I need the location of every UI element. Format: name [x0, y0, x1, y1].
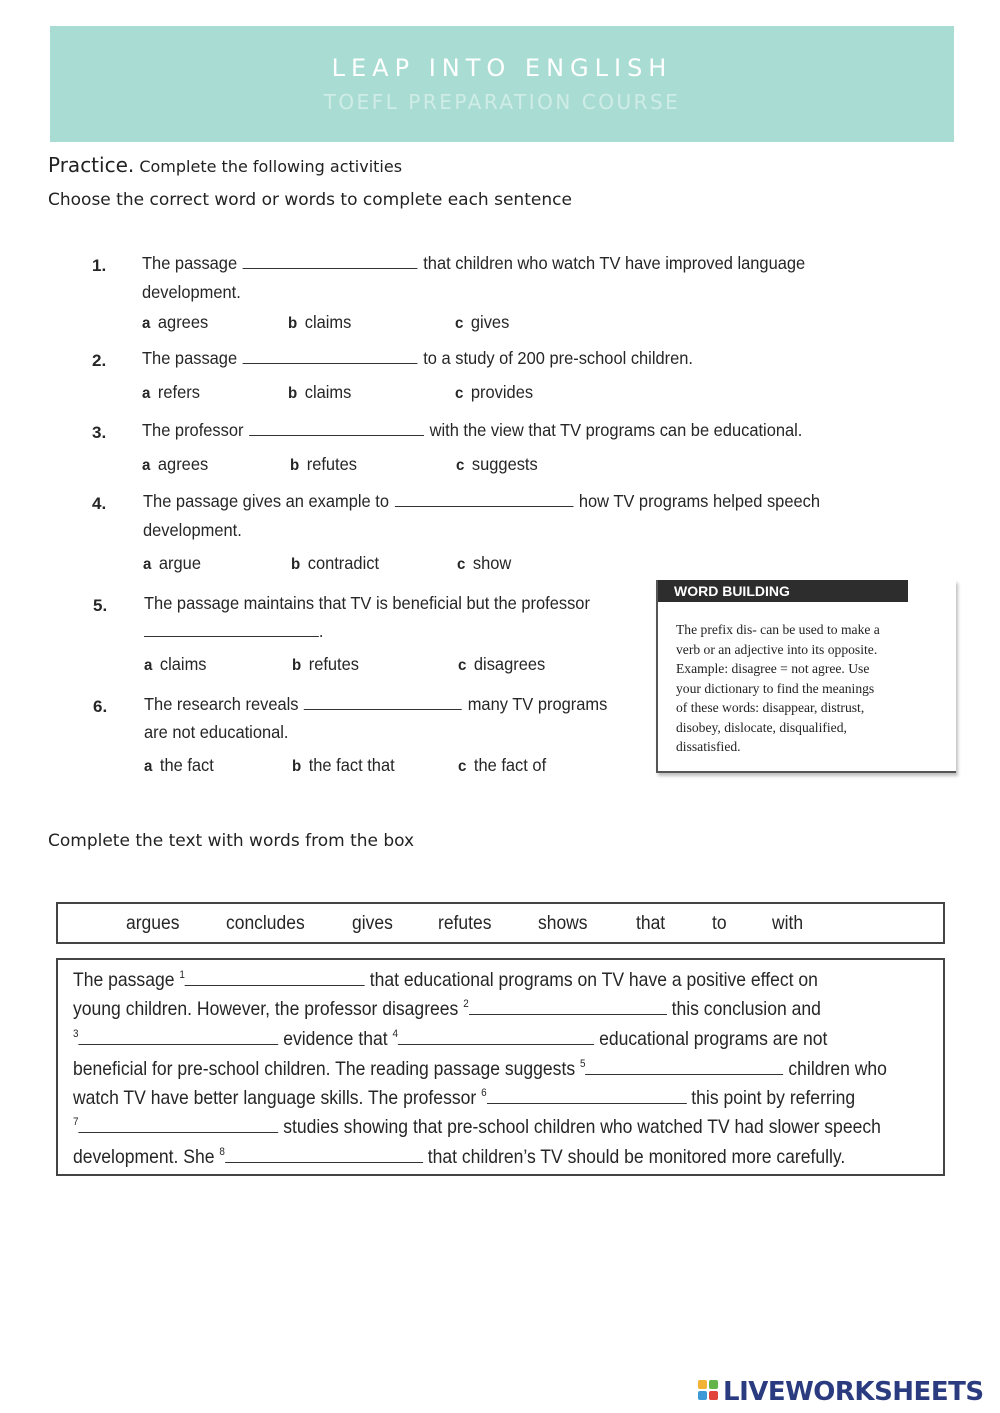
word-box-item: refutes — [438, 913, 492, 934]
word-box-item: argues — [126, 913, 180, 934]
question-1 — [142, 253, 805, 274]
page-subtitle: TOEFL PREPARATION COURSE — [323, 90, 681, 114]
option-b[interactable]: b refutes — [290, 454, 358, 474]
instruction-2: Complete the text with words from the box — [48, 831, 415, 851]
option-a[interactable]: a refers — [142, 382, 200, 402]
option-b[interactable]: b the fact that — [292, 755, 395, 775]
option-a[interactable]: a claims — [144, 654, 207, 674]
word-box-item: gives — [352, 913, 393, 934]
question-1-line2: development. — [142, 282, 241, 302]
question-3 — [142, 420, 802, 441]
option-b[interactable]: b claims — [288, 382, 352, 402]
question-4 — [143, 491, 820, 512]
option-b[interactable]: b refutes — [292, 654, 360, 674]
option-b[interactable]: b contradict — [291, 553, 380, 573]
question-number: 1. — [92, 256, 107, 275]
word-building-text — [676, 620, 916, 757]
option-c[interactable]: c show — [457, 553, 512, 573]
word-box-item: that — [636, 913, 666, 934]
cloze-line-6: $^7$ studies showing that pre-school children who watched TV had slower speech — [73, 1116, 881, 1138]
question-number: 6. — [93, 697, 108, 716]
answer-blank[interactable] — [395, 492, 574, 507]
word-building-line: disobey, dislocate, disqualified, — [676, 719, 847, 735]
liveworksheets-logo — [698, 1377, 984, 1409]
option-a[interactable]: a the fact — [144, 755, 214, 775]
question-text: The passage — [142, 348, 238, 368]
question-4-line2: development. — [143, 520, 242, 540]
word-building-line: Example: disagree = not agree. Use — [676, 661, 870, 676]
liveworksheets-logo-text: LIVEWORKSHEETS — [723, 1377, 984, 1407]
practice-label: Practice. — [48, 153, 135, 177]
option-c[interactable]: c provides — [455, 382, 534, 402]
option-b[interactable]: b claims — [288, 312, 352, 332]
question-text: to a study of 200 pre-school children. — [423, 348, 694, 368]
cloze-blank-6[interactable] — [487, 1089, 687, 1104]
option-a[interactable]: a agrees — [142, 312, 209, 332]
cloze-blank-5[interactable] — [586, 1060, 784, 1075]
question-5: The passage maintains that TV is beneficial but the professor — [144, 593, 590, 613]
word-building-line: of these words: disappear, distrust, — [676, 700, 865, 715]
word-building-box — [656, 580, 956, 773]
question-number: 2. — [92, 351, 107, 370]
question-number: 4. — [92, 494, 107, 513]
word-box-item: shows — [538, 913, 588, 934]
option-c[interactable]: c gives — [455, 312, 510, 332]
question-text: The passage — [142, 253, 238, 273]
question-text: how TV programs helped speech — [578, 491, 820, 511]
answer-blank[interactable] — [144, 622, 319, 637]
word-building-line: The prefix dis- can be used to make a — [676, 622, 880, 637]
cloze-blank-4[interactable] — [398, 1030, 594, 1045]
question-text: many TV programs — [467, 694, 608, 714]
cloze-blank-2[interactable] — [469, 1000, 667, 1015]
answer-blank[interactable] — [243, 349, 418, 364]
instruction-1: Choose the correct word or words to complete each sentence — [48, 190, 572, 210]
question-text: . — [318, 621, 324, 641]
page-title: LEAP INTO ENGLISH — [331, 54, 673, 82]
word-box-item: with — [772, 913, 804, 934]
cloze-blank-7[interactable] — [79, 1118, 279, 1133]
question-6-line2: are not educational. — [144, 722, 289, 742]
word-building-heading: WORD BUILDING — [658, 580, 908, 602]
word-building-line: verb or an adjective into its opposite. — [676, 641, 878, 657]
option-c[interactable]: c suggests — [456, 454, 538, 474]
word-box-item: to — [712, 913, 727, 934]
answer-blank[interactable] — [243, 254, 418, 269]
question-number: 5. — [93, 596, 108, 615]
cloze-blank-3[interactable] — [79, 1030, 279, 1045]
header-banner — [50, 26, 954, 142]
question-6 — [144, 694, 607, 715]
practice-heading — [48, 153, 402, 177]
question-text: with the view that TV programs can be educational. — [429, 420, 803, 440]
option-c[interactable]: c the fact of — [458, 755, 547, 775]
word-box — [56, 902, 945, 944]
option-a[interactable]: a agrees — [142, 454, 209, 474]
question-5-line2 — [144, 621, 323, 642]
cloze-line-3: $^3$ evidence that $^4$ educational programs are not — [73, 1028, 828, 1050]
cloze-line-5: watch TV have better language skills. The professor $^6$ this point by referring — [73, 1087, 856, 1109]
question-text: that children who watch TV have improved language — [423, 253, 806, 273]
word-box-item: concludes — [226, 913, 305, 934]
answer-blank[interactable] — [249, 421, 424, 436]
question-text: The professor — [142, 420, 244, 440]
question-2 — [142, 348, 693, 369]
question-number: 3. — [92, 423, 107, 442]
cloze-line-7: development. She $^8$ that children’s TV should be monitored more carefully. — [73, 1146, 846, 1168]
practice-text: Complete the following activities — [139, 157, 403, 176]
question-text: The passage gives an example to — [143, 491, 390, 511]
word-building-line: your dictionary to find the meanings — [676, 680, 875, 696]
answer-blank[interactable] — [304, 695, 462, 710]
option-a[interactable]: a argue — [143, 553, 201, 573]
cloze-blank-1[interactable] — [185, 971, 365, 986]
cloze-line-2: young children. However, the professor disagrees $^2$ this conclusion and — [73, 998, 821, 1020]
cloze-text-box — [56, 958, 945, 1176]
cloze-line-4: beneficial for pre-school children. The reading passage suggests $^5$ children who — [73, 1058, 887, 1080]
cloze-blank-8[interactable] — [225, 1148, 423, 1163]
liveworksheets-logo-icon — [698, 1380, 720, 1402]
cloze-line-1: The passage $^1$ that educational programs on TV have a positive effect on — [73, 969, 818, 991]
word-building-line: dissatisfied. — [676, 739, 741, 754]
question-text: The research reveals — [144, 694, 299, 714]
option-c[interactable]: c disagrees — [458, 654, 546, 674]
